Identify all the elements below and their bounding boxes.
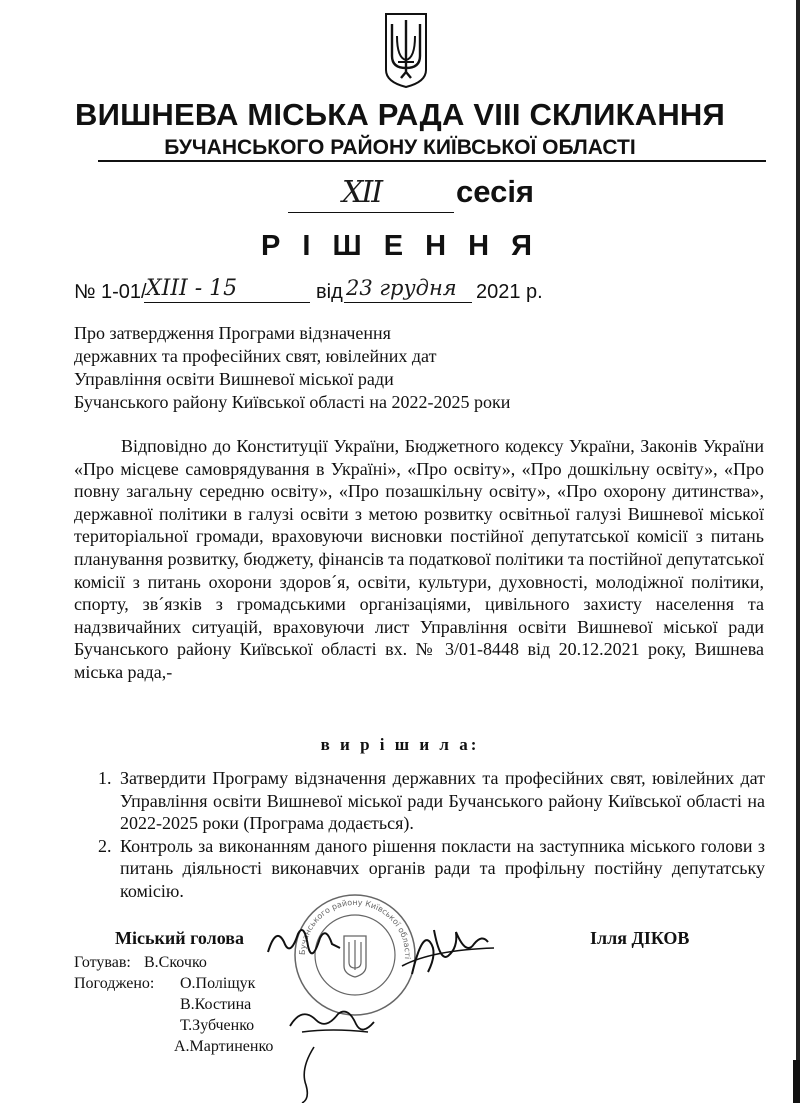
decision-items bbox=[90, 767, 765, 903]
resolved-heading: в и р і ш и л а: bbox=[320, 735, 480, 754]
council-title: ВИШНЕВА МІСЬКА РАДА VIII СКЛИКАННЯ bbox=[75, 97, 725, 132]
header-rule bbox=[98, 160, 766, 162]
decision-date-underline bbox=[344, 302, 472, 303]
subject-line: Бучанського району Київської області на 2022-2025 роки bbox=[74, 392, 511, 412]
decision-subject bbox=[74, 322, 594, 414]
decision-date-handwritten: 23 грудня bbox=[346, 276, 457, 300]
decision-from-label: від bbox=[316, 281, 343, 303]
council-district: БУЧАНСЬКОГО РАЙОНУ КИЇВСЬКОЇ ОБЛАСТІ bbox=[164, 136, 636, 159]
session-word: сесія bbox=[456, 174, 535, 209]
decision-number-handwritten: XIII - 15 bbox=[146, 276, 238, 301]
decision-number-underline bbox=[144, 302, 310, 303]
agreed-by: В.Костина bbox=[180, 996, 252, 1013]
subject-line: Управління освіти Вишневої міської ради bbox=[74, 369, 394, 389]
subject-line: державних та професійних свят, ювілейних дат bbox=[74, 346, 437, 366]
agreed-label: Погоджено: bbox=[74, 975, 155, 992]
agreed-by: Т.Зубченко bbox=[180, 1017, 255, 1034]
mayor-signature bbox=[262, 912, 502, 992]
session-number-handwritten: XII bbox=[342, 175, 382, 210]
document-type-heading: Р І Ш Е Н Н Я bbox=[261, 230, 539, 262]
list-item bbox=[90, 835, 765, 903]
prepared-by: В.Скочко bbox=[144, 954, 207, 971]
item-text: Контроль за виконанням даного рішення покласти на заступника міського голови з питань діяльності виконавчих органів ради та профільну постійну депутатську комісію. bbox=[120, 835, 765, 901]
agreed-by: О.Поліщук bbox=[180, 975, 256, 992]
stamp-text: Бучанського району Київської області bbox=[297, 897, 413, 960]
signatory-name: Ілля ДІКОВ bbox=[590, 928, 690, 948]
scan-edge bbox=[793, 0, 800, 1103]
list-item bbox=[90, 767, 765, 835]
subject-line: Про затвердження Програми відзначення bbox=[74, 323, 391, 343]
signatory-title: Міський голова bbox=[115, 928, 244, 948]
agreed-by: А.Мартиненко bbox=[174, 1038, 274, 1055]
trident-icon bbox=[383, 12, 429, 88]
item-number: 2. bbox=[98, 835, 112, 856]
approval-initials bbox=[282, 1002, 382, 1042]
item-text: Затвердити Програму відзначення державних та професійних свят, ювілейних дат Управління освіти Вишневої міської ради Бучанського району Київської області на 2022-2025 роки (Програма додається). bbox=[120, 768, 765, 834]
decision-number-label: № 1-01/ bbox=[74, 281, 147, 303]
signature-tail bbox=[296, 1045, 326, 1103]
prepared-label: Готував: bbox=[74, 954, 131, 971]
session-underline bbox=[288, 212, 454, 213]
preamble-paragraph: Відповідно до Конституції України, Бюджетного кодексу України, Законів України «Про місцеве самоврядування в Україні», «Про освіту», «Про дошкільну освіту», «Про повну загальну середню освіту», «Про позашкільну освіту», «Про охорону дитинства», державної політики в галузі освіти з метою розвитку освітньої галузі Вишневої міської територіальної громади, враховуючи висновки постійної депутатської комісії з питань планування розвитку, бюджету, фінансів та податкової політики та постійної депутатської комісії з питань охорони здоров´я, освіти, культури, духовності, молодіжної політики, спорту, зв´язків з громадськими організаціями, цивільного захисту населення та надзвичайних ситуацій, враховуючи лист Управління освіти Вишневої міської ради Бучанського району Київської області вх. № 3/01-8448 від 20.12.2021 року, Вишнева міська рада,- bbox=[74, 436, 764, 682]
decision-year: 2021 р. bbox=[476, 281, 543, 303]
item-number: 1. bbox=[98, 768, 112, 788]
